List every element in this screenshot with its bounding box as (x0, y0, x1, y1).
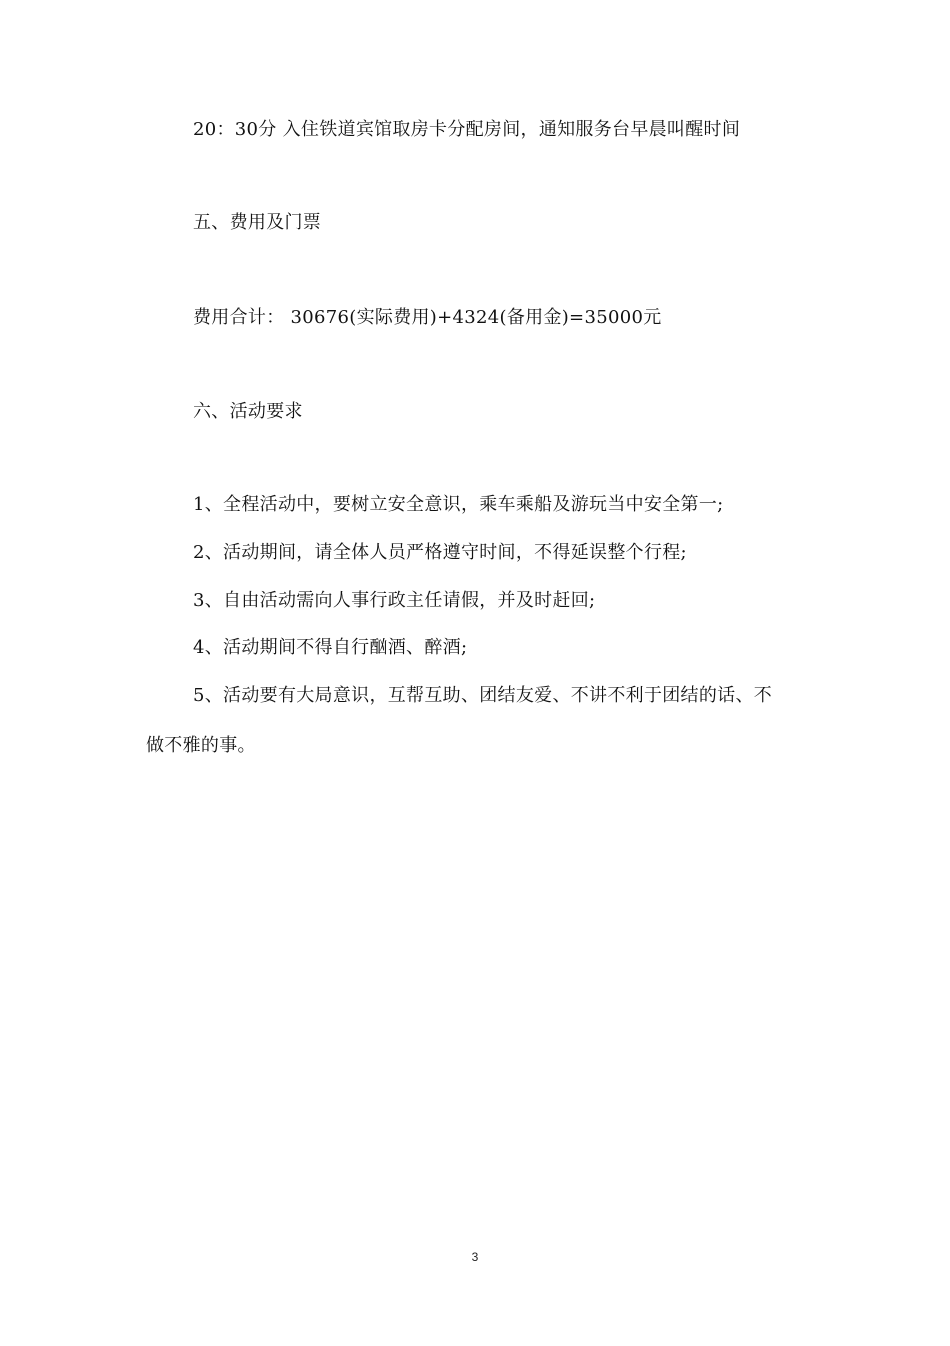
schedule-line: 20：30分 入住铁道宾馆取房卡分配房间，通知服务台早晨叫醒时间 (193, 119, 741, 140)
section-six-heading: 六、活动要求 (193, 401, 303, 422)
requirement-item-3: 3、自由活动需向人事行政主任请假，并及时赶回; (193, 590, 596, 611)
section-five-heading: 五、费用及门票 (193, 212, 322, 233)
requirement-item-5-continuation: 做不雅的事。 (146, 735, 256, 756)
page-number: 3 (471, 1250, 479, 1264)
requirement-item-2: 2、活动期间，请全体人员严格遵守时间，不得延误整个行程; (193, 542, 687, 563)
requirement-item-1: 1、全程活动中，要树立安全意识，乘车乘船及游玩当中安全第一; (193, 494, 724, 515)
cost-total-line: 费用合计： 30676(实际费用)+4324(备用金)=35000元 (193, 307, 662, 328)
requirement-item-4: 4、活动期间不得自行酗酒、醉酒; (193, 637, 468, 658)
requirement-item-5: 5、活动要有大局意识，互帮互助、团结友爱、不讲不利于团结的话、不 (193, 685, 773, 706)
